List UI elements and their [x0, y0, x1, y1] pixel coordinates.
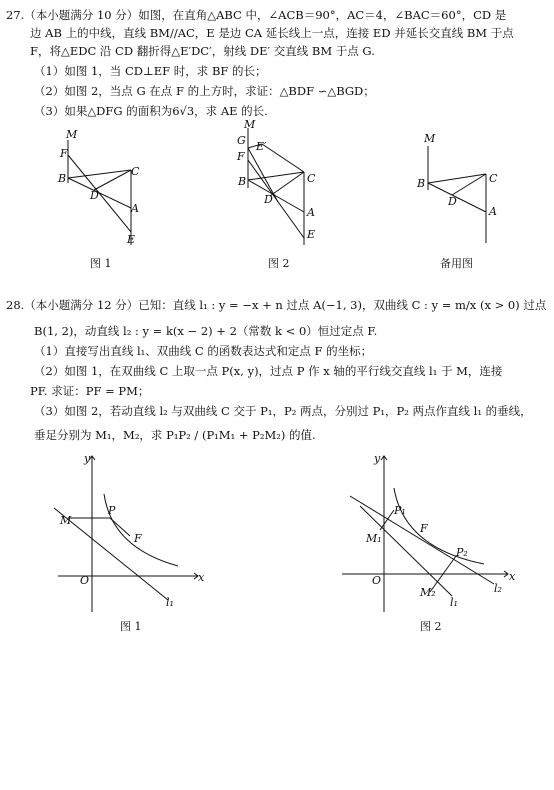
- q27-line-2: 边 AB 上的中线，直线 BM//AC，E 是边 CA 延长线上一点，连接 ED 并延长交直线 BM 于点: [30, 26, 514, 40]
- fig3-label-D: D: [448, 195, 457, 208]
- q28-line-7: 垂足分别为 M₁，M₂，求 P₁P₂ / (P₁M₁ + P₂M₂) 的值.: [34, 428, 316, 442]
- q27-caption-fig2: 图 2: [268, 257, 290, 270]
- q28-line-1: 28.（本小题满分 12 分）已知：直线 l₁ : y = −x + n 过点 A(−1, 3)，双曲线 C : y = m/x (x > 0) 过点: [6, 298, 547, 312]
- fig1-label-E: E: [127, 233, 136, 246]
- q28-caption-fig1: 图 1: [120, 620, 142, 633]
- q27-line-4: （1）如图 1，当 CD⊥EF 时，求 BF 的长；: [34, 64, 267, 78]
- q27-line-3: F，将△EDC 沿 CD 翻折得△E′DC′，射线 DE′ 交直线 BM 于点 G.: [30, 44, 375, 58]
- q28f1-label-x: x: [198, 571, 205, 584]
- q28-line-6: （3）如图 2，若动直线 l₂ 与双曲线 C 交于 P₁，P₂ 两点，分别过 P₁，P₂ 两点作直线 l₁ 的垂线，: [34, 404, 532, 418]
- q27-caption-fig1: 图 1: [90, 257, 112, 270]
- q28f2-label-M2: M₂: [420, 586, 436, 599]
- fig1-label-D: D: [90, 189, 99, 202]
- fig2-label-F: F: [237, 150, 245, 163]
- q27-line-6: （3）如果△DFG 的面积为6√3，求 AE 的长.: [34, 104, 268, 118]
- q28f2-label-F: F: [420, 522, 428, 535]
- q28f1-label-y: y: [84, 452, 91, 465]
- fig2-label-B: B: [238, 175, 247, 188]
- q28-line-4: （2）如图 1，在双曲线 C 上取一点 P(x, y)，过点 P 作 x 轴的平行线交直线 l₁ 于 M，连接: [34, 364, 503, 378]
- q28-line-5: PF. 求证：PF = PM；: [30, 384, 150, 398]
- q28-line-2: B(1, 2)，动直线 l₂ : y = k(x − 2) + 2（常数 k < 0）恒过定点 F.: [34, 324, 378, 338]
- q28f1-label-F: F: [134, 532, 142, 545]
- fig3-label-A: A: [489, 205, 497, 218]
- q28f1-label-M: M: [60, 514, 72, 527]
- fig2-label-G: G: [237, 134, 246, 147]
- q28f2-label-y: y: [374, 452, 381, 465]
- q28f2-label-O: O: [372, 574, 382, 587]
- fig2-label-M: M: [244, 118, 256, 131]
- q28f2-label-P2: P₂: [456, 546, 468, 559]
- fig1-label-C: C: [131, 165, 140, 178]
- q27-line-5: （2）如图 2，当点 G 在点 F 的上方时，求证：△BDF ∽△BGD；: [34, 84, 375, 98]
- q28f2-label-l2: l₂: [494, 582, 502, 595]
- fig1-label-M: M: [66, 128, 78, 141]
- fig2-label-E: E: [307, 228, 316, 241]
- fig3-label-C: C: [489, 172, 498, 185]
- q28-line-3: （1）直接写出直线 l₁、双曲线 C 的函数表达式和定点 F 的坐标；: [34, 344, 373, 358]
- q28f2-label-l1: l₁: [450, 596, 458, 609]
- q28f2-label-M1: M₁: [366, 532, 382, 545]
- q28f1-label-l1: l₁: [166, 596, 174, 609]
- fig1-label-A: A: [131, 202, 139, 215]
- fig2-label-D: D: [264, 193, 273, 206]
- fig1-label-B: B: [58, 172, 67, 185]
- fig2-label-E-prime: E′: [256, 140, 267, 153]
- fig3-label-M: M: [424, 132, 436, 145]
- q27-caption-reserve: 备用图: [440, 257, 473, 270]
- fig3-label-B: B: [417, 177, 426, 190]
- q28f2-label-x: x: [509, 570, 516, 583]
- q28-caption-fig2: 图 2: [420, 620, 442, 633]
- q28f1-label-O: O: [80, 574, 90, 587]
- q27-line-1: 27.（本小题满分 10 分）如图，在直角△ABC 中，∠ACB＝90°，AC＝4，∠BAC＝60°，CD 是: [6, 8, 507, 22]
- fig2-label-C: C: [307, 172, 316, 185]
- q28f2-label-P1: P₁: [394, 504, 406, 517]
- fig1-label-F: F: [60, 147, 68, 160]
- fig2-label-A: A: [307, 206, 315, 219]
- q28f1-label-P: P: [108, 504, 116, 517]
